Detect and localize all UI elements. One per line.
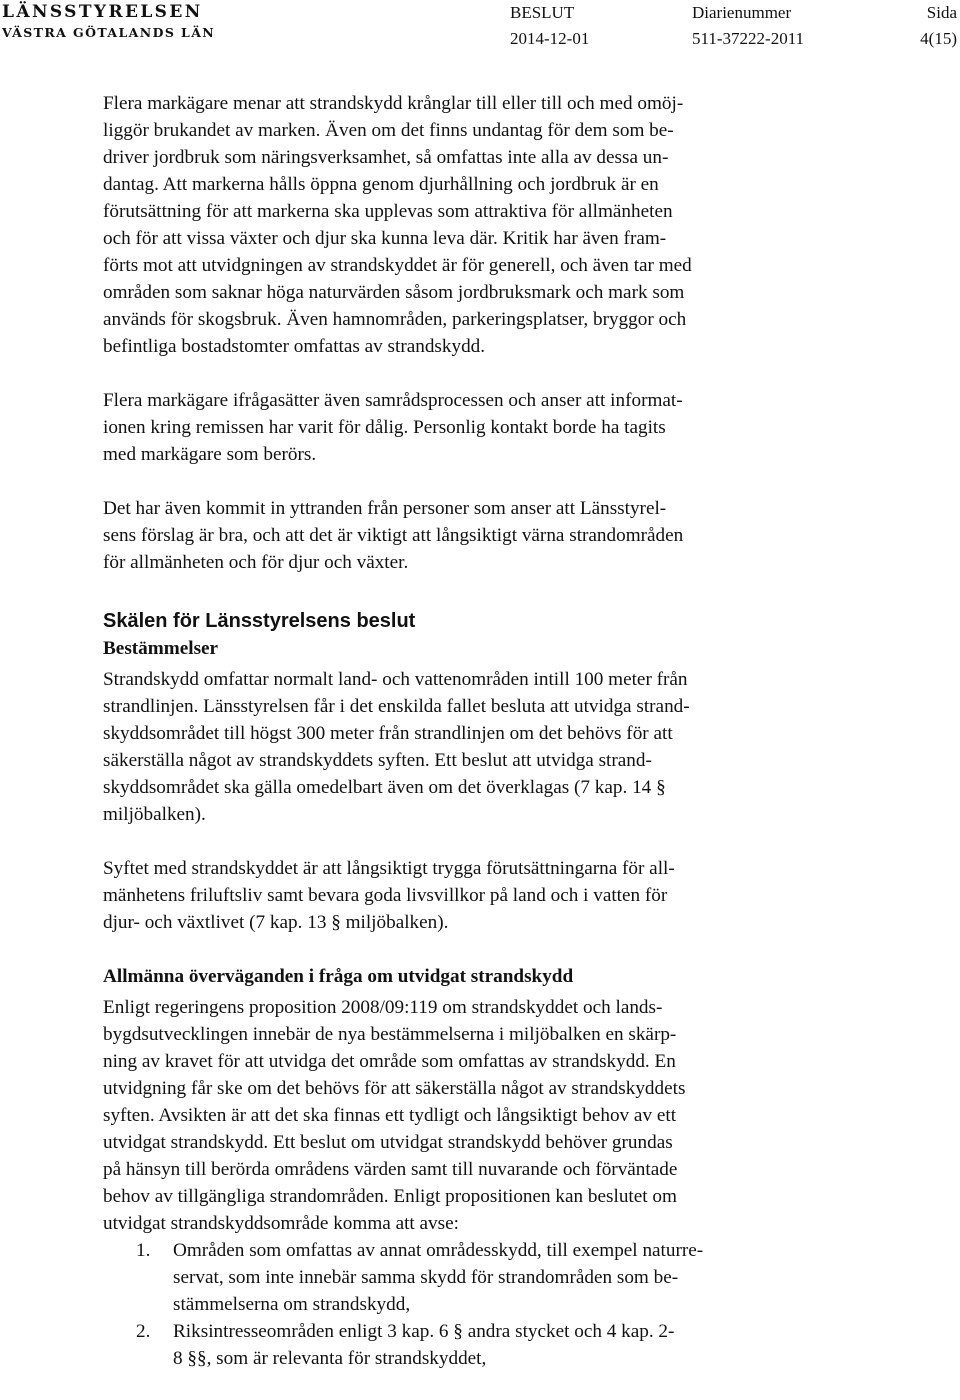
doc-type-label: BESLUT bbox=[510, 3, 575, 22]
paragraph-consultation bbox=[103, 387, 933, 468]
paragraph-provisions bbox=[103, 666, 933, 828]
text-line: förutsättning för att markerna ska upplevas som attraktiva för allmänheten bbox=[103, 201, 673, 222]
text-line: säkerställa något av strandskyddets syften. Ett beslut att utvidga strand- bbox=[103, 750, 652, 771]
text-line: utvidgning får ske om det behövs för att säkerställa något av strandskyddets bbox=[103, 1078, 686, 1099]
text-line: Områden som omfattas av annat områdesskydd, till exempel naturre- bbox=[173, 1240, 704, 1261]
text-line: liggör brukandet av marken. Även om det finns undantag för dem som be- bbox=[103, 120, 674, 141]
document-body bbox=[103, 90, 933, 1372]
subheading-considerations: Allmänna överväganden i fråga om utvidgat strandskydd bbox=[103, 966, 574, 987]
text-line: driver jordbruk som näringsverksamhet, så omfattas inte alla av dessa un- bbox=[103, 147, 669, 168]
header-doc-type bbox=[510, 0, 589, 52]
paragraph-purpose bbox=[103, 855, 933, 936]
text-line: Det har även kommit in yttranden från personer som anser att Länsstyrel- bbox=[103, 498, 667, 519]
page-label: Sida bbox=[926, 3, 957, 22]
text-line: på hänsyn till berörda områdens värden samt till nuvarande och förväntade bbox=[103, 1159, 678, 1180]
text-line: miljöbalken). bbox=[103, 804, 206, 825]
subheading-provisions: Bestämmelser bbox=[103, 638, 219, 659]
text-line: Flera markägare menar att strandskydd krånglar till eller till och med omöj- bbox=[103, 93, 684, 114]
text-line: djur- och växtlivet (7 kap. 13 § miljöbalken). bbox=[103, 912, 449, 933]
text-line: utvidgat strandskydd. Ett beslut om utvidgat strandskydd behöver grundas bbox=[103, 1132, 673, 1153]
doc-date: 2014-12-01 bbox=[510, 29, 590, 48]
list-item bbox=[103, 1318, 933, 1372]
text-line: strandlinjen. Länsstyrelsen får i det enskilda fallet besluta att utvidga strand- bbox=[103, 696, 690, 717]
text-line: skyddsområdet till högst 300 meter från strandlinjen om det behövs för att bbox=[103, 723, 673, 744]
paragraph-objections bbox=[103, 90, 933, 360]
text-line: sens förslag är bra, och att det är viktigt att långsiktigt värna strandområden bbox=[103, 525, 684, 546]
list-item bbox=[103, 1237, 933, 1318]
text-line: bygdsutvecklingen innebär de nya bestämmelserna i miljöbalken en skärp- bbox=[103, 1024, 677, 1045]
agency-logo bbox=[2, 3, 215, 41]
text-line: utvidgat strandskyddsområde komma att avse: bbox=[103, 1213, 459, 1234]
text-line: skyddsområdet ska gälla omedelbart även om det överklagas (7 kap. 14 § bbox=[103, 777, 666, 798]
diarienummer-value: 511-37222-2011 bbox=[692, 29, 805, 48]
paragraph-support bbox=[103, 495, 933, 576]
text-line: mänhetens friluftsliv samt bevara goda livsvillkor på land och i vatten för bbox=[103, 885, 668, 906]
text-line: Flera markägare ifrågasätter även samrådsprocessen och anser att informat- bbox=[103, 390, 683, 411]
list-item-text bbox=[173, 1318, 933, 1372]
logo-region-name: VÄSTRA GÖTALANDS LÄN bbox=[2, 25, 216, 40]
text-line: Riksintresseområden enligt 3 kap. 6 § andra stycket och 4 kap. 2- bbox=[173, 1321, 675, 1342]
text-line: behov av tillgängliga strandområden. Enligt propositionen kan beslutet om bbox=[103, 1186, 677, 1207]
text-line: Enligt regeringens proposition 2008/09:119 om strandskyddet och lands- bbox=[103, 997, 663, 1018]
paragraph-considerations bbox=[103, 994, 933, 1237]
text-line: 8 §§, som är relevanta för strandskyddet, bbox=[173, 1348, 487, 1369]
list-item-text bbox=[173, 1237, 933, 1318]
list-item-number: 1. bbox=[136, 1240, 151, 1261]
page-number: 4(15) bbox=[920, 29, 957, 48]
text-line: stämmelserna om strandskydd, bbox=[173, 1294, 411, 1315]
text-line: används för skogsbruk. Även hamnområden, parkeringsplatser, bryggor och bbox=[103, 309, 687, 330]
header-diarienummer bbox=[692, 0, 804, 52]
text-line: Syftet med strandskyddet är att långsiktigt trygga förutsättningarna för all- bbox=[103, 858, 675, 879]
text-line: med markägare som berörs. bbox=[103, 444, 317, 465]
text-line: och för att vissa växter och djur ska kunna leva där. Kritik har även fram- bbox=[103, 228, 667, 249]
text-line: Strandskydd omfattar normalt land- och vattenområden intill 100 meter från bbox=[103, 669, 688, 690]
text-line: områden som saknar höga naturvärden såsom jordbruksmark och mark som bbox=[103, 282, 685, 303]
text-line: syften. Avsikten är att det ska finnas ett tydligt och långsiktigt behov av ett bbox=[103, 1105, 677, 1126]
text-line: för allmänheten och för djur och växter. bbox=[103, 552, 409, 573]
text-line: förts mot att utvidgningen av strandskyddet är för generell, och även tar med bbox=[103, 255, 692, 276]
logo-org-name: LÄNSSTYRELSEN bbox=[2, 2, 203, 22]
numbered-list bbox=[103, 1237, 933, 1372]
diarienummer-label: Diarienummer bbox=[692, 3, 792, 22]
section-heading: Skälen för Länsstyrelsens beslut bbox=[103, 610, 416, 632]
text-line: befintliga bostadstomter omfattas av strandskydd. bbox=[103, 336, 486, 357]
text-line: dantag. Att markerna hålls öppna genom djurhållning och jordbruk är en bbox=[103, 174, 659, 195]
list-item-number: 2. bbox=[136, 1321, 151, 1342]
text-line: ning av kravet för att utvidga det område som omfattas av strandskydd. En bbox=[103, 1051, 676, 1072]
header-page bbox=[920, 0, 957, 52]
text-line: ionen kring remissen har varit för dålig. Personlig kontakt borde ha tagits bbox=[103, 417, 666, 438]
text-line: servat, som inte innebär samma skydd för strandområden som be- bbox=[173, 1267, 679, 1288]
